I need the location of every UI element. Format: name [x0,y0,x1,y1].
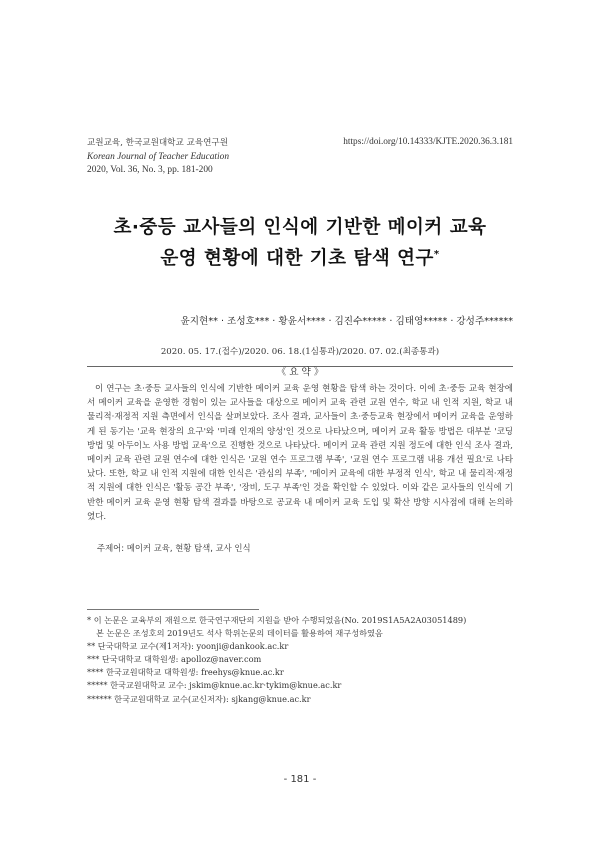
journal-header [87,137,229,178]
submission-dates: 2020. 05. 17.(접수)/2020. 06. 18.(1심통과)/2020. 07. 02.(최종통과) [160,347,440,357]
title-footnote-mark: * [433,249,440,260]
page-number: - 181 - [283,774,317,785]
abstract-body: 이 연구는 초·중등 교사들의 인식에 기반한 메이커 교육 운영 현황을 탐색 하는 것이다. 이에 초·중등 교육 현장에서 메이커 교육을 운영한 경험이 있는 교사들을 대상으로 메이커 교육 관련 교원 연수, 학교 내 인적 지원, 학교 내 물리적·재정적 지원 측면에서 인식을 살펴보았다. 조사 결과, 교사들이 초·중등교육 현장에서 메이커 교육을 운영하게 된 동기는 '교육 현장의 요구'와 '미래 인재의 양성'인 것으로 나타났으며, 메이커 교육 활동 방법은 대부분 '코딩 방법 및 아두이노 사용 방법 교육'으로 진행한 것으로 나타났다. 메이커 교육 관련 지원 정도에 대한 인식 조사 결과, 메이커 교육 관련 교원 연수에 대한 인식은 '교원 연수 프로그램 부족', '교원 연수 프로그램 내용 개선 필요'로 나타났다. 또한, 학교 내 인적 지원에 대한 인식은 '관심의 부족', '메이커 교육에 대한 부정적 인식', 학교 내 물리적·재정적 지원에 대한 인식은 '활동 공간 부족', '장비, 도구 부족'인 것을 확인할 수 있었다. 이와 같은 교사들의 인식에 기반한 메이커 교육 운영 현황 탐색 결과를 바탕으로 공교육 내 메이커 교육 도입 및 확산 방향 시사점에 대해 논의하였다. [87,384,513,522]
title-line-1: 초·중등 교사들의 인식에 기반한 메이커 교육 [113,217,487,238]
paper-title [0,214,600,272]
footnote-thesis: 본 논문은 조성호의 2019년도 석사 학위논문의 데이터를 활용하여 재구성하였음 [96,628,383,639]
footnote-author-2: *** 단국대학교 대학원생: apolloz@naver.com [87,654,262,665]
footnote-author-3: **** 한국교원대학교 대학원생: freehys@knue.ac.kr [87,667,284,678]
footnote-author-4-5: ***** 한국교원대학교 교수: jskim@knue.ac.kr·tykim@knue.ac.kr [87,680,342,691]
keywords: 주제어: 메이커 교육, 현황 탐색, 교사 인식 [97,543,251,553]
footnote-divider [87,609,259,610]
journal-name-english: Korean Journal of Teacher Education [87,151,230,162]
footnotes [87,614,517,706]
journal-name-korean: 교원교육, 한국교원대학교 교육연구원 [87,138,229,148]
footnote-author-6: ****** 한국교원대학교 교수(교신저자): sjkang@knue.ac.kr [87,693,311,704]
doi-link[interactable]: https://doi.org/10.14333/KJTE.2020.36.3.181 [343,137,513,147]
summary-heading: 《 요 약 》 [0,360,600,379]
author-list: 윤지현** · 조성호*** · 황윤서**** · 김진수***** · 김태영***** · 강성주****** [180,316,513,327]
footnote-funding: * 이 논문은 교육부의 재원으로 한국연구재단의 지원을 받아 수행되었음(No. 2019S1A5A2A03051489) [87,615,467,625]
journal-volume: 2020, Vol. 36, No. 3, pp. 181-200 [87,165,213,175]
footnote-author-1: ** 단국대학교 교수(제1저자): yoonji@dankook.ac.kr [87,641,289,652]
title-line-2: 운영 현황에 대한 기초 탐색 연구* [160,248,440,270]
